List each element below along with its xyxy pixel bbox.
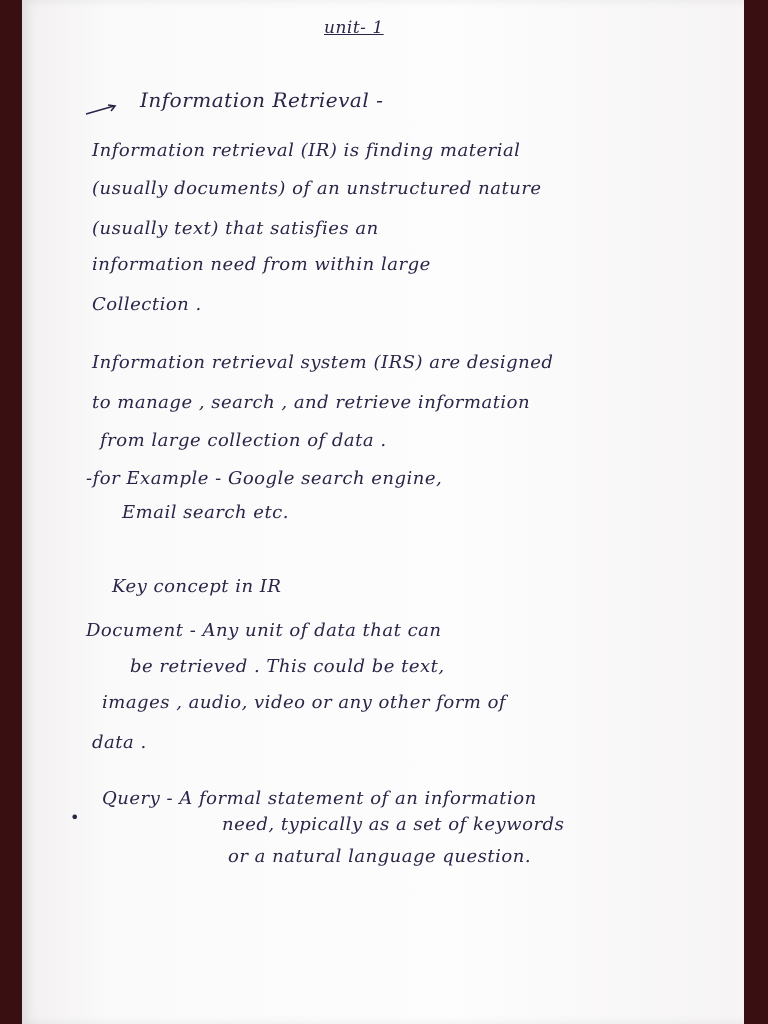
document-line: Document - Any unit of data that can [86, 620, 442, 641]
query-line: Query - A formal statement of an information [102, 788, 537, 809]
section-heading: Information Retrieval - [140, 88, 384, 112]
definition-line: (usually documents) of an unstructured nature [92, 178, 542, 199]
irs-line: -for Example - Google search engine, [86, 468, 443, 489]
notebook-page [22, 0, 744, 1024]
definition-line: information need from within large [92, 254, 431, 275]
definition-line: Information retrieval (IR) is finding material [92, 140, 521, 161]
irs-line: from large collection of data . [100, 430, 387, 451]
irs-line: to manage , search , and retrieve information [92, 392, 531, 413]
definition-line: (usually text) that satisfies an [92, 218, 379, 239]
key-concept-heading: Key concept in IR [112, 576, 282, 597]
irs-line: Information retrieval system (IRS) are designed [92, 352, 554, 373]
query-line: need, typically as a set of keywords [222, 814, 565, 835]
document-line: data . [92, 732, 147, 753]
query-line: or a natural language question. [228, 846, 532, 867]
document-line: be retrieved . This could be text, [130, 656, 445, 677]
page-title: unit- 1 [324, 18, 384, 38]
bullet-dot-icon: • [70, 808, 80, 827]
irs-line: Email search etc. [122, 502, 289, 523]
definition-line: Collection . [92, 294, 202, 315]
document-line: images , audio, video or any other form of [102, 692, 507, 713]
arrow-bullet-icon [84, 104, 118, 116]
